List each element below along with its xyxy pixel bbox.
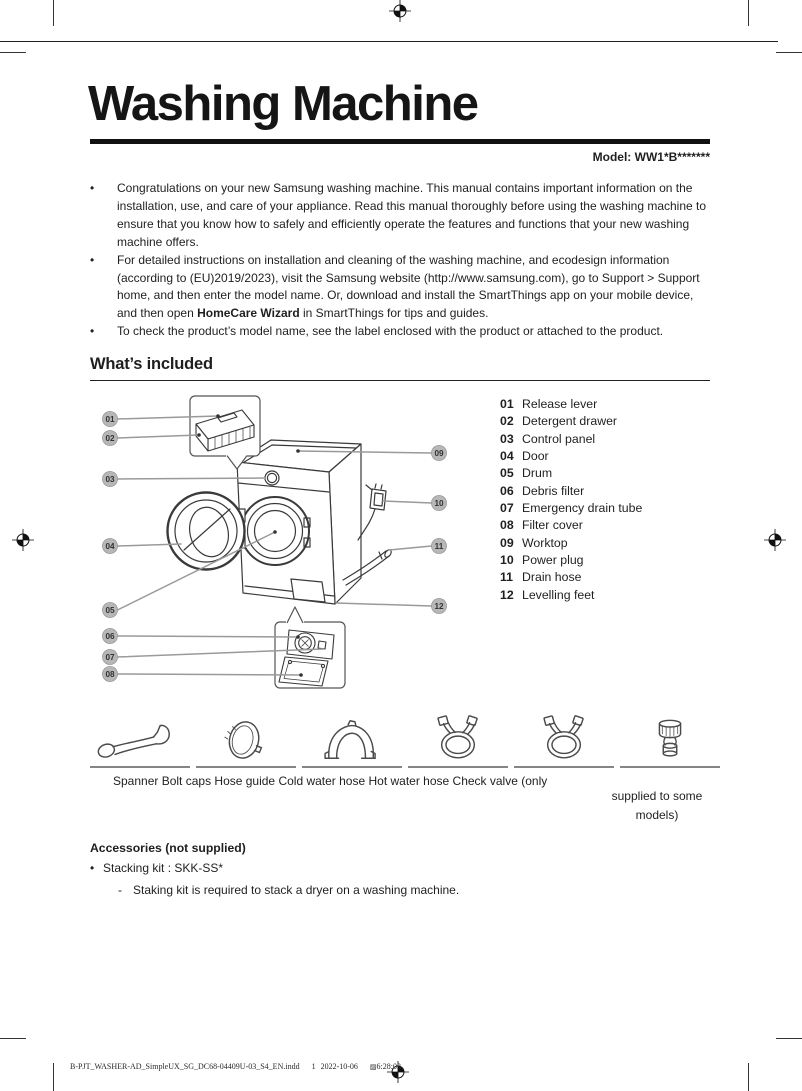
- bullet-icon: •: [90, 861, 95, 875]
- crop-mark: [776, 52, 802, 53]
- bullet-text: For detailed instructions on installation and cleaning of the washing machine, and ecodesign information (according to (EU)2019/2023), visit the Samsung website (http://www.samsung.com), go to Support > Support home, and then enter the model name. Or, download and install the SmartThings app on your mobile device, and then open: [117, 252, 700, 321]
- accessory-cell-hot-water-hose: [514, 710, 614, 768]
- dash-icon: -: [118, 883, 122, 897]
- footer-filename: B-PJT_WASHER-AD_SimpleUX_SG_DC68-04409U-03_S4_EN.indd: [70, 1062, 300, 1071]
- not-supplied-bullet: [90, 861, 223, 875]
- accessory-cell-cold-water-hose: [408, 710, 508, 768]
- bullet-text: To check the product’s model name, see the label enclosed with the product or attached to the product.: [117, 324, 664, 339]
- not-supplied-note-text: Staking kit is required to stack a dryer on a washing machine.: [133, 883, 460, 897]
- registration-mark: [389, 0, 411, 22]
- svg-text:10: 10: [434, 499, 444, 508]
- callout-badge-08: [102, 666, 117, 681]
- callout-badge-06: [102, 628, 117, 643]
- intro-text: [90, 180, 712, 341]
- callout-badge-05: [102, 602, 117, 617]
- parts-list-item: 08 Filter cover: [500, 518, 583, 533]
- parts-list-item: 10 Power plug: [500, 553, 584, 568]
- footer-page-number: 1: [311, 1062, 316, 1071]
- svg-text:05: 05: [105, 606, 115, 615]
- not-supplied-note: [118, 883, 459, 897]
- parts-list-item: 12 Levelling feet: [500, 587, 595, 602]
- crop-mark: [0, 1038, 26, 1039]
- svg-text:09: 09: [434, 449, 444, 458]
- page-title: Washing Machine: [88, 77, 478, 131]
- parts-list-item: 06 Debris filter: [500, 483, 585, 498]
- intro-bullet: [90, 180, 712, 252]
- registration-mark: [12, 529, 34, 551]
- registration-mark: [764, 529, 786, 551]
- accessory-cell-bolt-caps: [196, 710, 296, 768]
- parts-list-item: 05 Drum: [500, 466, 553, 481]
- hose-guide-icon: [302, 714, 402, 766]
- crop-mark: [0, 52, 26, 53]
- svg-text:11: 11: [434, 542, 444, 551]
- callout-badge-07: [102, 649, 117, 664]
- crop-mark: [748, 0, 749, 26]
- footer-time-prefix-glyph: ▨: [369, 1063, 377, 1071]
- callout-badge-03: [102, 471, 117, 486]
- callout-badge-09: [431, 445, 446, 460]
- hot-water-hose-icon: [514, 714, 614, 766]
- parts-list: [500, 396, 642, 604]
- washer-diagram: [95, 390, 460, 700]
- spanner-icon: [90, 714, 190, 766]
- intro-bullet: [90, 323, 712, 341]
- svg-text:12: 12: [434, 602, 444, 611]
- accessory-cell-hose-guide: [302, 710, 402, 768]
- callout-badge-10: [431, 495, 446, 510]
- check-valve-icon: [620, 714, 720, 766]
- bolt-caps-icon: [196, 714, 296, 766]
- not-supplied-item: Stacking kit : SKK-SS*: [103, 861, 224, 875]
- bullet-text: Congratulations on your new Samsung washing machine. This manual contains important information on the installation, use, and care of your appliance. Read this manual thoroughly before using the washing machine to ensure that you know how to safely and efficiently operate the features and functions that your new washing machine offers.: [117, 181, 707, 249]
- parts-list-item: 03 Control panel: [500, 431, 596, 446]
- parts-list-item: 02 Detergent drawer: [500, 414, 618, 429]
- intro-bullet: [90, 252, 712, 324]
- parts-list-item: 04 Door: [500, 449, 549, 464]
- accessory-cell-check-valve: [620, 710, 720, 768]
- included-accessories-row: [90, 710, 710, 768]
- accessories-note-line: supplied to some: [611, 789, 703, 803]
- bullet-icon: •: [90, 324, 95, 339]
- svg-text:08: 08: [105, 670, 115, 679]
- washer-illustration: [168, 440, 393, 604]
- bullet-text: in SmartThings for tips and guides.: [299, 306, 489, 321]
- callout-badge-04: [102, 538, 117, 553]
- svg-text:06: 06: [105, 632, 115, 641]
- accessories-note: [604, 787, 710, 825]
- crop-mark: [53, 0, 54, 26]
- parts-list-item: 09 Worktop: [500, 535, 568, 550]
- callout-badge-11: [431, 538, 446, 553]
- crop-mark: [776, 1038, 802, 1039]
- footer-time: 6:28:03: [376, 1062, 401, 1071]
- title-rule: [90, 139, 710, 144]
- callout-badge-12: [431, 598, 446, 613]
- footer-date: 2022-10-06: [320, 1062, 358, 1071]
- crop-mark: [748, 1063, 749, 1091]
- parts-list-item: 07 Emergency drain tube: [500, 501, 643, 516]
- bullet-icon: •: [90, 252, 95, 267]
- bullet-icon: •: [90, 181, 95, 195]
- svg-text:03: 03: [105, 475, 115, 484]
- section-heading-accessories-not-supplied: Accessories (not supplied): [90, 841, 246, 855]
- accessory-cell-spanner: [90, 710, 190, 768]
- parts-list-item: 11 Drain hose: [500, 570, 582, 585]
- callout-badge-02: [102, 430, 117, 445]
- section-rule: [90, 380, 710, 381]
- debris-filter-inset: [275, 607, 345, 688]
- bullet-bold-text: HomeCare Wizard: [197, 306, 300, 321]
- accessories-caption: Spanner Bolt caps Hose guide Cold water hose Hot water hose Check valve (only: [113, 774, 548, 788]
- page-top-rule: [0, 41, 778, 42]
- crop-mark: [53, 1063, 54, 1091]
- print-footer: [70, 1062, 401, 1071]
- svg-text:07: 07: [105, 653, 115, 662]
- svg-text:01: 01: [105, 415, 115, 424]
- parts-list-item: 01 Release lever: [500, 397, 598, 411]
- model-number: Model: WW1*B*******: [592, 150, 710, 164]
- cold-water-hose-icon: [408, 714, 508, 766]
- accessories-note-line: models): [635, 808, 679, 822]
- callout-badge-01: [102, 411, 117, 426]
- power-plug-illustration: [358, 484, 386, 540]
- section-heading-whats-included: What’s included: [90, 355, 213, 373]
- svg-text:04: 04: [105, 542, 115, 551]
- svg-text:02: 02: [105, 434, 115, 443]
